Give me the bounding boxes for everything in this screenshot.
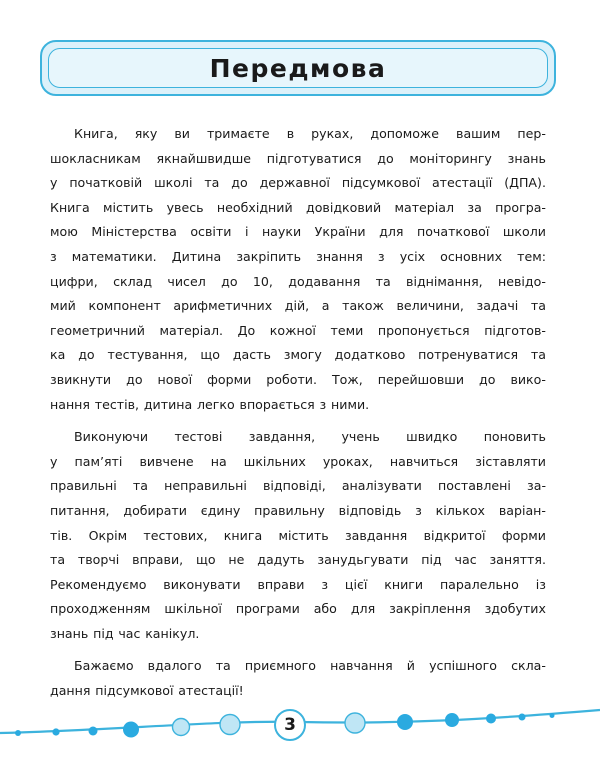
text-line: правильні та неправильні відповіді, аналізувати поставлені за- bbox=[50, 478, 546, 494]
text-line: та творчі вправи, що не дадуть занудьгувати під час заняття. bbox=[50, 552, 546, 568]
text-line: мий компонент арифметичних дій, а також величини, задачі та bbox=[50, 298, 546, 314]
dot-icon bbox=[486, 714, 496, 724]
page-title: Передмова bbox=[209, 53, 387, 83]
dot-icon bbox=[15, 730, 21, 736]
text-line: у початковій школі та до державної підсумкової атестації (ДПА). bbox=[50, 175, 546, 191]
dot-icon bbox=[445, 713, 459, 727]
dot-icon bbox=[89, 727, 98, 736]
preface-text bbox=[50, 122, 546, 704]
title-banner-inner bbox=[48, 48, 548, 88]
text-line: Рекомендуємо виконувати вправи з цієї книги паралельно із bbox=[50, 576, 546, 592]
text-line: питання, добирати єдину правильну відповідь з кількох варіан- bbox=[50, 502, 546, 518]
text-line: тів. Окрім тестових, книга містить завдання відкритої форми bbox=[50, 527, 546, 543]
dot-icon bbox=[519, 714, 526, 721]
text-line: звикнути до нової форми роботи. Тож, перейшовши до вико- bbox=[50, 371, 546, 387]
text-line: дання підсумкової атестації! bbox=[50, 683, 244, 699]
text-line: мою Міністерства освіти і науки України для початкової школи bbox=[50, 224, 546, 240]
text-line: з математики. Дитина закріпить знання з усіх основних тем: bbox=[50, 248, 546, 264]
text-line: Виконуючи тестові завдання, учень швидко поновить bbox=[74, 429, 546, 445]
dot-icon bbox=[52, 728, 59, 735]
text-line: цифри, склад чисел до 10, додавання та віднімання, невідо- bbox=[50, 273, 546, 289]
text-line: у пам’яті вивчене на шкільних уроках, навчиться зіставляти bbox=[50, 453, 546, 469]
dot-icon bbox=[123, 722, 139, 738]
text-line: ка до тестування, що дасть змогу додатково потренуватися та bbox=[50, 347, 546, 363]
text-line: Книга містить увесь необхідний довідковий матеріал за програ- bbox=[50, 199, 546, 215]
text-line: Книга, яку ви тримаєте в руках, допоможе вашим пер- bbox=[74, 126, 546, 141]
page-number: 3 bbox=[284, 715, 296, 735]
dot-icon bbox=[550, 713, 555, 718]
title-banner bbox=[40, 40, 556, 96]
text-line: знань під час канікул. bbox=[50, 625, 200, 641]
dot-icon bbox=[397, 714, 413, 730]
text-line: проходженням шкільної програми або для закріплення здобутих bbox=[50, 601, 546, 617]
text-line: шокласникам якнайшвидше підготуватися до моніторингу знань bbox=[50, 150, 546, 166]
text-line: геометричний матеріал. До кожної теми пропонується підготов- bbox=[50, 322, 546, 338]
dot-icon bbox=[220, 715, 240, 735]
text-line: нання тестів, дитина легко впорається з ними. bbox=[50, 396, 370, 412]
dot-icon bbox=[173, 719, 190, 736]
text-line: Бажаємо вдалого та приємного навчання й успішного скла- bbox=[74, 658, 546, 674]
dot-icon bbox=[345, 713, 365, 733]
